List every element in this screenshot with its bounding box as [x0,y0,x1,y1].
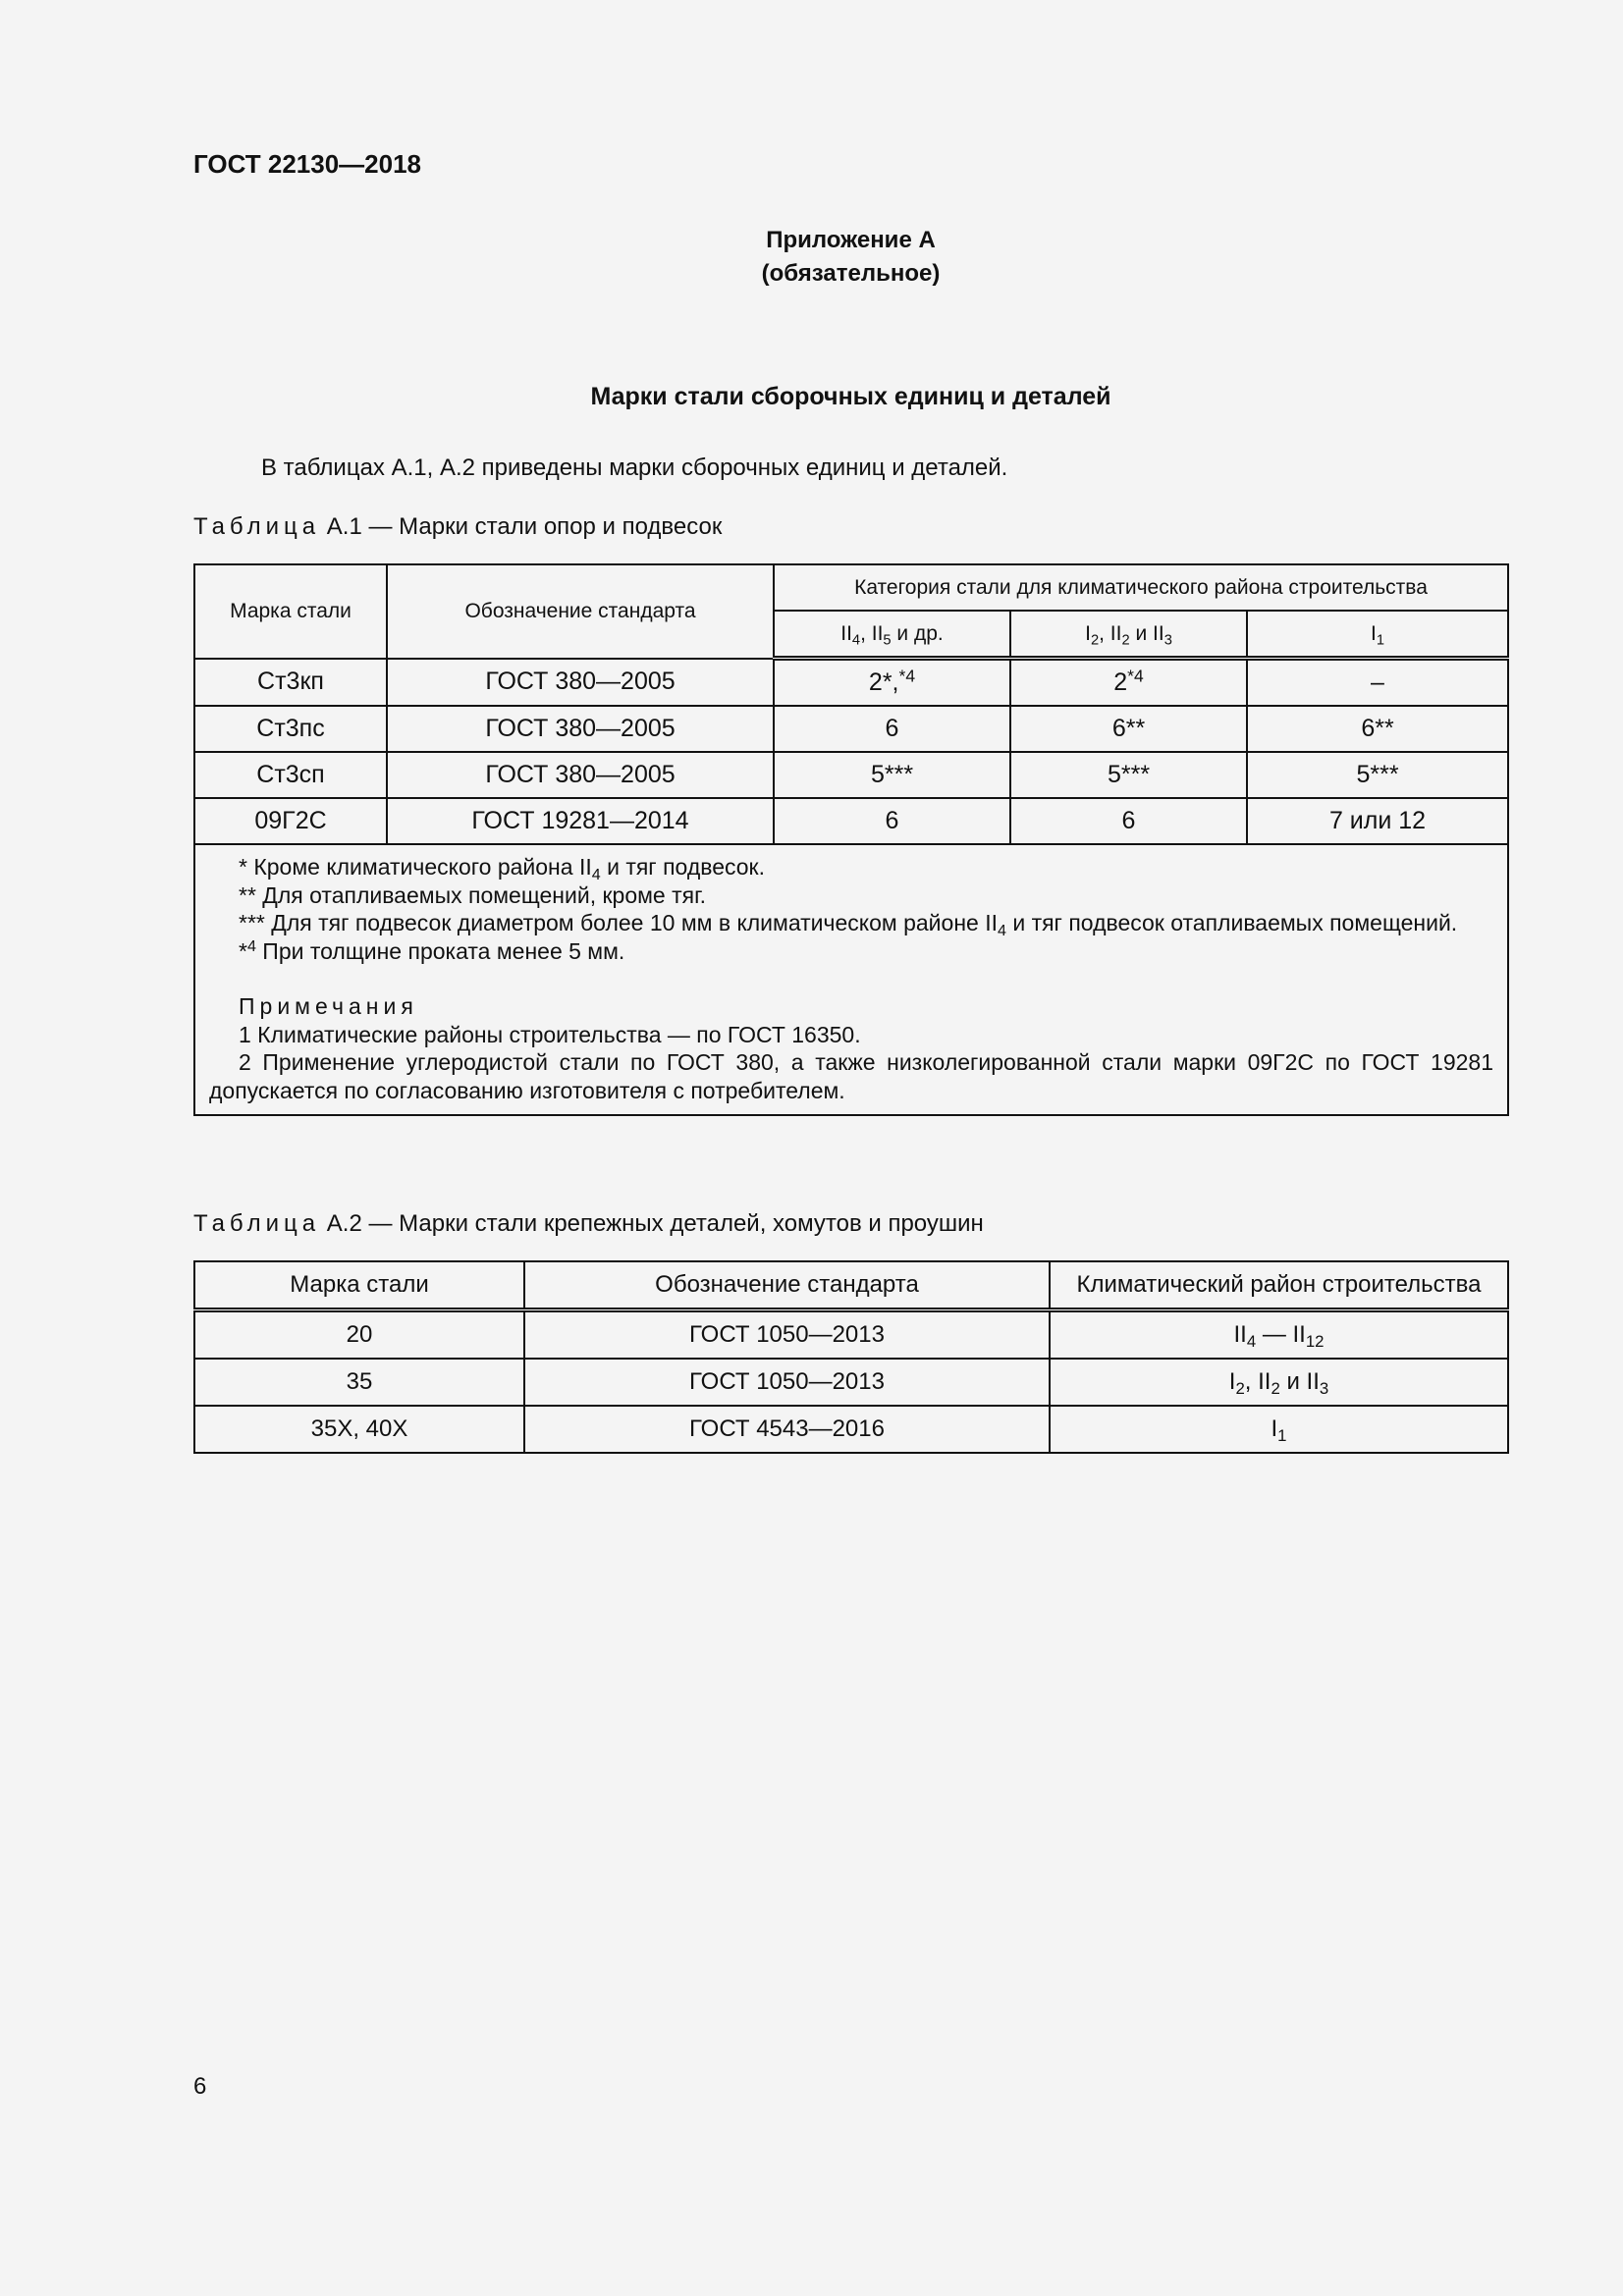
appendix-title: Приложение А [766,227,936,253]
note-2: 2 Применение углеродистой стали по ГОСТ 380, а также низколегированной стали марки 09Г2С по ГОСТ 19281 допускается по согласованию изготовителя с потребителем. [209,1049,1494,1103]
table-steel-grades-fasteners [193,1260,1509,1454]
table-row [194,798,1508,844]
section-title: Марки стали сборочных единиц и деталей [590,383,1111,410]
table1-subheader-region-ii4: $II_4$, $II_5$ и др. [774,611,1010,659]
footnote-4: *$^4$ При толщине проката менее 5 мм. [239,936,625,964]
cell-category-2: 6** [1010,706,1247,752]
table1-header-standard: Обозначение стандарта [387,564,774,659]
cell-grade: 35 [194,1359,524,1406]
cell-region: $I_2$, $II_2$ и $II_3$ [1050,1359,1508,1406]
table-row [194,706,1508,752]
table1-notes-row [194,844,1508,1115]
notes-label: Примечания [239,993,418,1019]
table2-header-standard: Обозначение стандарта [524,1261,1050,1310]
table-row [194,1406,1508,1453]
cell-standard: ГОСТ 380—2005 [387,706,774,752]
cell-category-1: 6 [774,798,1010,844]
intro-paragraph: В таблицах А.1, А.2 приведены марки сборочных единиц и деталей. [261,454,1008,481]
note-1: 1 Климатические районы строительства — по ГОСТ 16350. [239,1021,861,1047]
cell-category-2: 2$^{*4}$ [1010,659,1247,707]
appendix-heading [0,224,1623,291]
cell-category-3: 6** [1247,706,1508,752]
table-steel-grades-supports [193,563,1509,1116]
cell-standard: ГОСТ 1050—2013 [524,1359,1050,1406]
table1-header-category: Категория стали для климатического района строительства [774,564,1508,611]
cell-grade: Ст3кп [194,659,387,707]
table-row [194,1310,1508,1360]
cell-category-3: – [1247,659,1508,707]
table2-caption-word: Таблица [193,1210,321,1237]
cell-category-1: 5*** [774,752,1010,798]
footnote-1: * Кроме климатического района $II_4$ и тяг подвесок. [239,854,765,883]
cell-category-3: 5*** [1247,752,1508,798]
table1-header-row [194,564,1508,611]
appendix-status: (обязательное) [761,260,941,287]
cell-category-1: 6 [774,706,1010,752]
footnote-2: ** Для отапливаемых помещений, кроме тяг. [239,881,707,908]
cell-category-2: 6 [1010,798,1247,844]
table1-footnotes-and-notes [194,844,1508,1115]
cell-grade: Ст3сп [194,752,387,798]
table-row [194,659,1508,707]
cell-standard: ГОСТ 380—2005 [387,659,774,707]
cell-standard: ГОСТ 380—2005 [387,752,774,798]
table2-caption-text: А.2 — Марки стали крепежных деталей, хомутов и проушин [326,1210,984,1237]
table1-caption [193,513,722,541]
cell-category-1: 2*,$^{*4}$ [774,659,1010,707]
table1-subheader-region-i2: $I_2$, $II_2$ и $II_3$ [1010,611,1247,659]
table1-header-grade: Марка стали [194,564,387,659]
cell-standard: ГОСТ 19281—2014 [387,798,774,844]
table2-header-row [194,1261,1508,1310]
cell-category-3: 7 или 12 [1247,798,1508,844]
table-row [194,752,1508,798]
table2-header-region: Климатический район строительства [1050,1261,1508,1310]
table1-caption-word: Таблица [193,513,321,540]
table1-subheader-region-i1: $I_1$ [1247,611,1508,659]
table2-caption [193,1210,984,1238]
cell-region: $II_4$ — $II_{12}$ [1050,1310,1508,1360]
cell-grade: 35Х, 40Х [194,1406,524,1453]
cell-category-2: 5*** [1010,752,1247,798]
cell-region: $I_1$ [1050,1406,1508,1453]
table2-header-grade: Марка стали [194,1261,524,1310]
cell-standard: ГОСТ 1050—2013 [524,1310,1050,1360]
cell-grade: 09Г2С [194,798,387,844]
cell-grade: 20 [194,1310,524,1360]
table-row [194,1359,1508,1406]
document-code-header: ГОСТ 22130—2018 [193,149,421,179]
page-number: 6 [193,2073,207,2100]
footnote-3: *** Для тяг подвесок диаметром более 10 мм в климатическом районе $II_4$ и тяг подвесок отапливаемых помещений. [239,910,1458,939]
table1-caption-text: А.1 — Марки стали опор и подвесок [326,513,723,540]
cell-grade: Ст3пс [194,706,387,752]
cell-standard: ГОСТ 4543—2016 [524,1406,1050,1453]
